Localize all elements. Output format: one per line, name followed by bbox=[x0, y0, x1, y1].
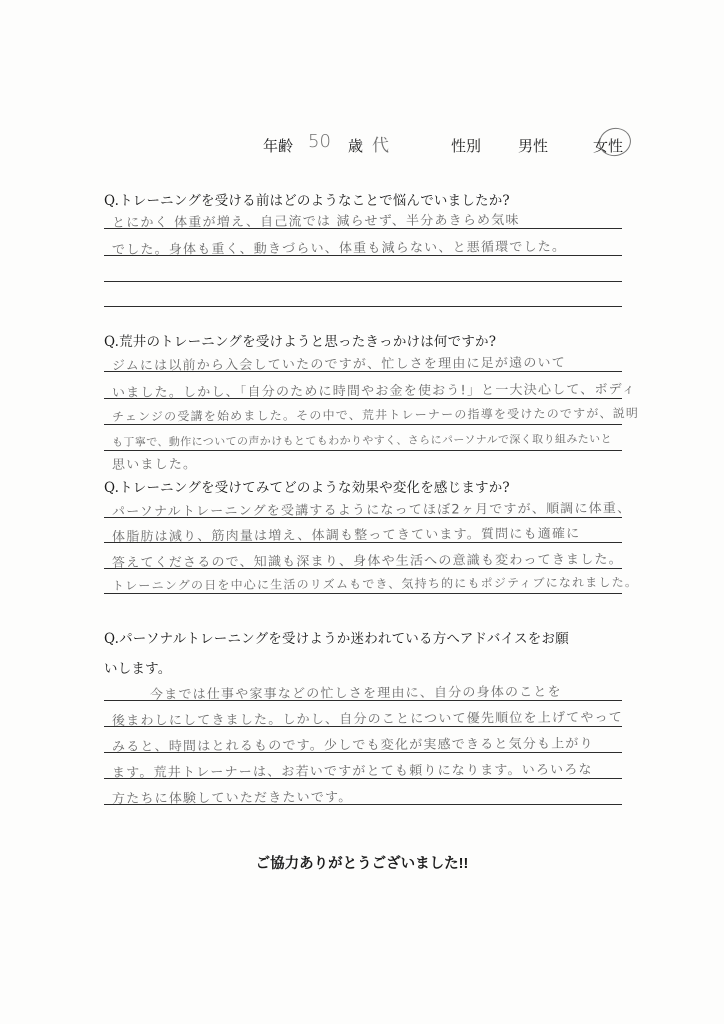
question-3: Q.トレーニングを受けてみてどのような効果や変化を感じますか? bbox=[104, 480, 510, 496]
answer-2-line-5: 思いました。 bbox=[111, 457, 198, 473]
answer-1-line-1: とにかく 体重が増え、自己流では 減らせず、半分あきらめ気味 bbox=[111, 213, 520, 231]
age-unit: 歳 bbox=[348, 137, 364, 155]
answer-rule bbox=[104, 306, 622, 307]
answer-2-line-4: も丁寧で、動作についての声かけもとてもわかりやすく、さらにパーソナルで深く取り組みたいと bbox=[111, 432, 612, 449]
answer-rule bbox=[104, 542, 622, 543]
answer-2-line-1: ジムには以前から入会していたのですが、忙しさを理由に足が遠のいて bbox=[111, 355, 566, 374]
answer-4-line-4: ます。荒井トレーナーは、お若いですがとても頼りになります。いろいろな bbox=[111, 762, 593, 781]
answer-4-line-5: 方たちに体験していただきたいです。 bbox=[111, 790, 353, 807]
answer-rule bbox=[104, 726, 622, 727]
answer-3-line-2: 体脂肪は減り、筋肉量は増え、体調も整ってきています。質問にも適確に bbox=[111, 526, 581, 545]
age-label: 年齢 bbox=[263, 137, 294, 155]
answer-rule bbox=[104, 228, 622, 229]
age-value: 50 bbox=[308, 131, 331, 152]
gender-label: 性別 bbox=[451, 137, 482, 155]
answer-rule bbox=[104, 281, 622, 282]
answer-1-line-2: でした。身体も重く、動きづらい、体重も減らない、と悪循環でした。 bbox=[111, 239, 567, 258]
question-4: Q.パーソナルトレーニングを受けようか迷われている方へアドバイスをお願 bbox=[104, 631, 569, 647]
answer-2-line-3: チェンジの受講を始めました。その中で、荒井トレーナーの指導を受けたのですが、説明 bbox=[111, 406, 640, 424]
answer-2-line-2: いました。しかし、「自分のために時間やお金を使おう!」と一大決心して、ボディ bbox=[111, 382, 637, 401]
answer-rule bbox=[104, 752, 622, 753]
answer-rule bbox=[104, 804, 622, 805]
answer-rule bbox=[104, 398, 622, 399]
question-4-continued: いします。 bbox=[104, 661, 172, 677]
answer-rule bbox=[104, 371, 622, 372]
answer-4-line-1: 今までは仕事や家事などの忙しさを理由に、自分の身体のことを bbox=[149, 684, 562, 703]
answer-3-line-1: パーソナルトレーニングを受講するようになってほぼ2ヶ月ですが、順調に体重、 bbox=[111, 501, 632, 520]
answer-rule bbox=[104, 568, 622, 569]
answer-rule bbox=[104, 778, 622, 779]
answer-3-line-4: トレーニングの日を中心に生活のリズムもでき、気持ち的にもポジティブになれました。 bbox=[111, 575, 639, 593]
answer-rule bbox=[104, 450, 622, 451]
answer-4-line-2: 後まわしにしてきました。しかし、自分のことについて優先順位を上げてやって bbox=[111, 710, 624, 729]
gender-male: 男性 bbox=[518, 137, 549, 155]
age-unit-handwritten: 代 bbox=[372, 136, 389, 156]
gender-female: 女性 bbox=[593, 137, 624, 155]
answer-rule bbox=[104, 424, 622, 425]
answer-rule bbox=[104, 700, 622, 701]
question-1: Q.トレーニングを受ける前はどのようなことで悩んでいましたか? bbox=[104, 193, 510, 209]
thank-you-message: ご協力ありがとうございました!! bbox=[255, 856, 469, 872]
answer-rule bbox=[104, 255, 622, 256]
answer-rule bbox=[104, 593, 622, 594]
answer-rule bbox=[104, 517, 622, 518]
respondent-info bbox=[0, 133, 724, 159]
answer-4-line-3: みると、時間はとれるものです。少しでも変化が実感できると気分も上がり bbox=[111, 736, 594, 755]
question-2: Q.荒井のトレーニングを受けようと思ったきっかけは何ですか? bbox=[104, 334, 497, 350]
answer-3-line-3: 答えてくださるので、知識も深まり、身体や生活への意識も変わってきました。 bbox=[111, 552, 623, 571]
